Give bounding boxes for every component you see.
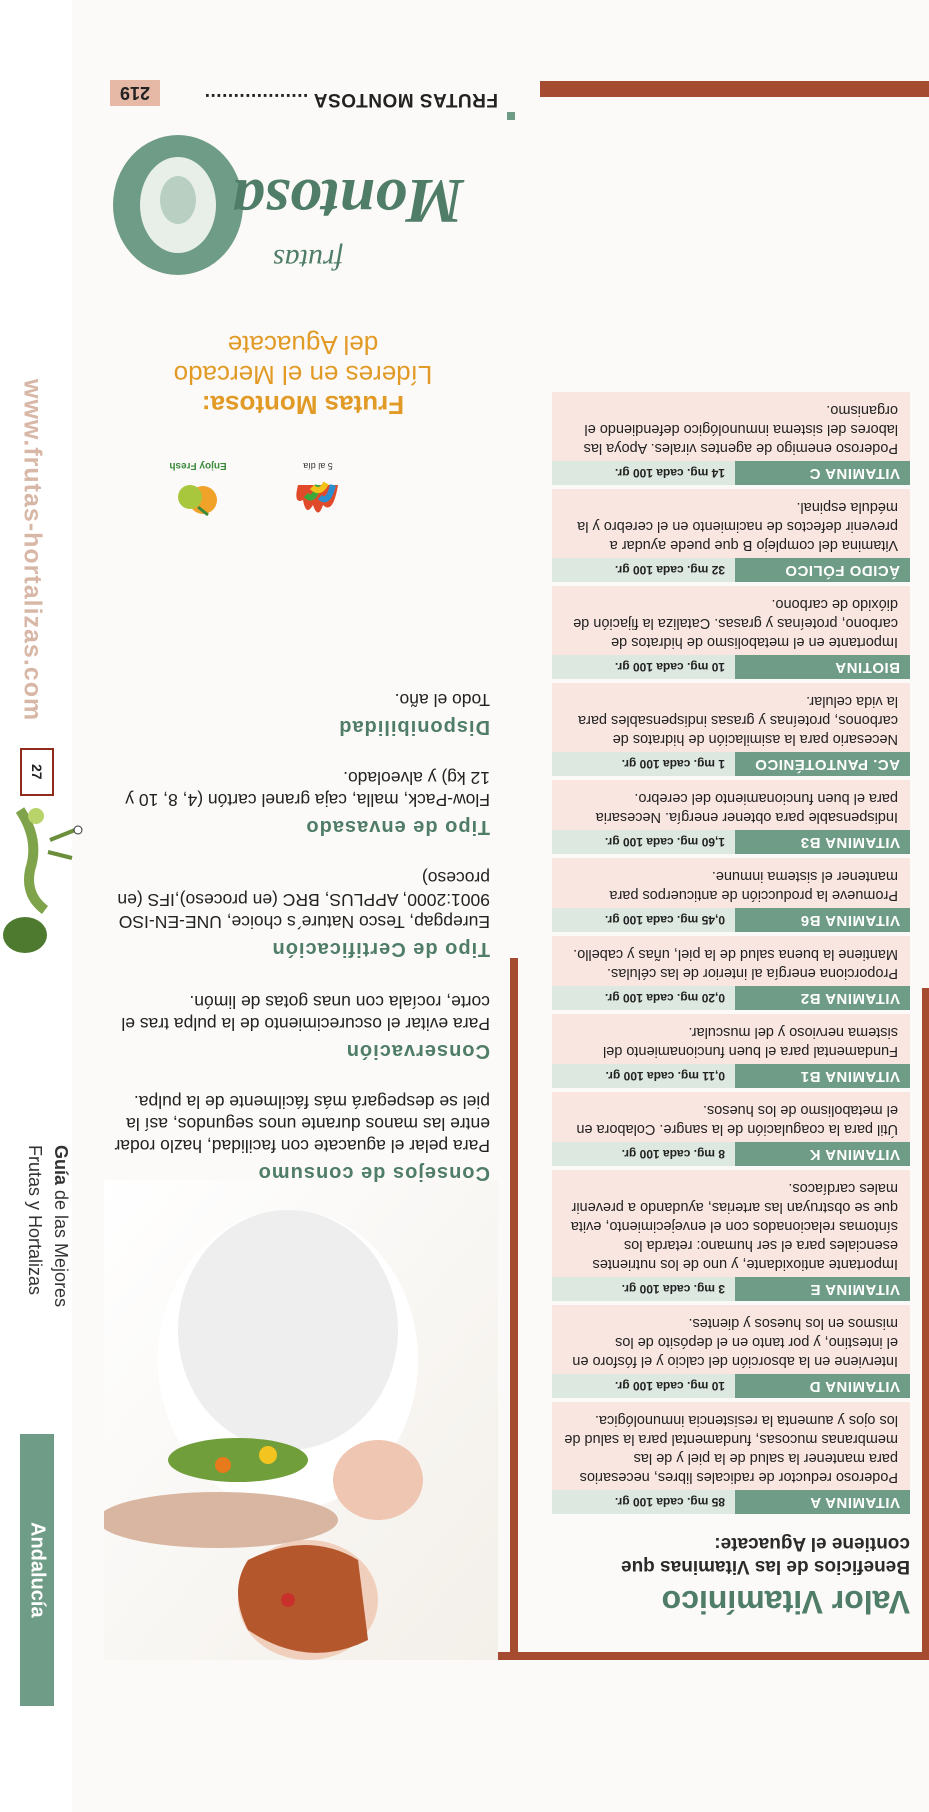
five-a-day-logo: [288, 455, 348, 525]
section-heading: Tipo de envasado: [305, 816, 490, 838]
vitamin-name: VITAMINA D: [735, 1374, 910, 1398]
vitamin-name: VITAMINA C: [735, 461, 910, 485]
header-dots: ..................: [204, 89, 309, 110]
vitamin-description: Importante antioxidante, y uno de los nutrientes esenciales para el ser humano: retarda los síntomas relacionados con el envejecimiento, evita que se obstruyan las arterias, ayudando a prevenir males cardíacos.: [552, 1170, 910, 1277]
brand-big: Montosa: [232, 166, 464, 237]
section-text: Flow-Pack, malla, caja granel cartón (4, 8, 10 y 12 kg) y alveolado.: [125, 768, 490, 810]
vitamin-amount: 0,20 mg. cada 100 gr.: [552, 986, 735, 1010]
vitamin-item: [552, 1402, 910, 1514]
vitamin-amount: 1,60 mg. cada 100 gr.: [552, 830, 735, 854]
section-heading: Tipo de Certificación: [271, 938, 490, 960]
vitamin-item: [552, 1305, 910, 1398]
vitamin-bar: [552, 1142, 910, 1166]
running-header: [204, 80, 498, 110]
vitamin-amount: 3 mg. cada 100 gr.: [552, 1277, 735, 1301]
vitamin-amount: 1 mg. cada 100 gr.: [552, 752, 735, 776]
vitamin-description: Promueve la producción de anticuerpos para mantener el sistema inmune.: [552, 858, 910, 908]
vitamin-item: [552, 586, 910, 679]
spine-page-box: [20, 748, 54, 796]
vitamin-bar: [552, 1374, 910, 1398]
section-heading: Disponibilidad: [338, 716, 490, 738]
vitamin-bar: [552, 1490, 910, 1514]
vitamin-description: Importante en el metabolismo de hidratos de carbono, proteínas y grasas. Cataliza la fijación de dióxido de carbono.: [552, 586, 910, 655]
vitamin-amount: 0,11 mg. cada 100 gr.: [552, 1064, 735, 1088]
section-text: Para pelar el aguacate con facilidad, hazlo rodar entre las manos durante unos segundos, así la piel se despegará más fácilmente de la pulpa.: [114, 1092, 490, 1156]
vitamin-name: ÁCIDO FÓLICO: [735, 558, 910, 582]
vitamin-name: BIOTINA: [735, 655, 910, 679]
vitamin-description: Necesario para la asimilación de hidratos de carbonos, proteínas y grasas indispensables para la vida celular.: [552, 683, 910, 752]
info-column: [104, 120, 498, 1660]
vitamin-item: [552, 780, 910, 854]
header-bar: [540, 81, 929, 97]
vitamin-item: [552, 392, 910, 485]
vitamin-amount: 8 mg. cada 100 gr.: [552, 1142, 735, 1166]
vitamin-bar: [552, 908, 910, 932]
vitamin-amount: 0,45 mg. cada 100 gr.: [552, 908, 735, 932]
vitamin-bar: [552, 461, 910, 485]
section-disponibilidad: [110, 689, 490, 738]
woman-with-salad-photo: [104, 1180, 498, 1660]
enjoy-fresh-label: Enjoy Fresh: [169, 460, 227, 471]
vitamin-bar: [552, 986, 910, 1010]
section-certificacion: [110, 867, 490, 960]
enjoy-fresh-logo: [168, 445, 228, 525]
vitamin-amount: 14 mg. cada 100 gr.: [552, 461, 735, 485]
header-title: FRUTAS MONTOSA: [314, 89, 498, 110]
vitamin-amount: 85 mg. cada 100 gr.: [552, 1490, 735, 1514]
vitamin-item: [552, 489, 910, 582]
guide-title: [18, 1145, 74, 1425]
vitamin-bar: [552, 830, 910, 854]
vitamin-amount: 10 mg. cada 100 gr.: [552, 1374, 735, 1398]
region-label: Andalucía: [26, 1522, 49, 1618]
five-a-day-label: 5 al día: [303, 461, 333, 471]
vitamin-bar: [552, 1064, 910, 1088]
vitamin-name: AC. PANTOTÉNICO: [735, 752, 910, 776]
promo-line3: del Aguacate: [227, 330, 379, 360]
vitamin-item: [552, 683, 910, 776]
vitamin-column: [552, 122, 910, 1620]
section-text: Para evitar el oscurecimiento de la pulpa tras el corte, rocíala con unas gotas de limón.: [121, 992, 490, 1034]
vitamin-description: Fundamental para el buen funcionamiento del sistema nervioso y del muscular.: [552, 1014, 910, 1064]
promo-block: [138, 330, 468, 420]
vitamin-name: VITAMINA B1: [735, 1064, 910, 1088]
brand-small: frutas: [272, 243, 344, 276]
section-heading: Conservación: [345, 1040, 490, 1062]
vitamin-list: [552, 388, 910, 1514]
vitamin-title: Valor Vitamínico: [661, 1584, 910, 1620]
frutas-montosa-logo: [108, 130, 478, 300]
vitamin-name: VITAMINA B6: [735, 908, 910, 932]
promo-line1: Frutas Montosa:: [201, 390, 405, 420]
vitamin-item: [552, 1014, 910, 1088]
vitamin-description: Útil para la coagulación de la sangre. Colabora en el metabolismo de los huesos.: [552, 1092, 910, 1142]
spine: [0, 0, 72, 1812]
guide-title-rest: de las Mejores: [51, 1185, 71, 1308]
section-text: Todo el año.: [394, 690, 490, 710]
page-number: 27: [29, 764, 45, 780]
guide-title-bold: Guía: [51, 1145, 71, 1186]
vitamin-item: [552, 1092, 910, 1166]
vitamin-bar: [552, 752, 910, 776]
vitamin-name: VITAMINA B3: [735, 830, 910, 854]
vitamin-bar: [552, 1277, 910, 1301]
vitamin-description: Vitamina del complejo B que puede ayudar a prevenir defectos de nacimiento en el cerebro y la médula espinal.: [552, 489, 910, 558]
left-rule: [922, 988, 929, 1652]
vitamin-description: Indispensable para obtener energía. Necesaria para el buen funcionamiento del cerebro.: [552, 780, 910, 830]
section-conservacion: [110, 991, 490, 1062]
guide-title-line2: Frutas y Hortalizas: [25, 1145, 45, 1296]
vitamin-name: VITAMINA E: [735, 1277, 910, 1301]
vitamin-name: VITAMINA A: [735, 1490, 910, 1514]
header-square: [507, 112, 515, 120]
region-tab: [20, 1434, 54, 1706]
vitamin-description: Poderoso enemigo de agentes virales. Apoya las labores del sistema inmunológico defendiendo el organismo.: [552, 392, 910, 461]
vitamin-item: [552, 1170, 910, 1301]
vitamin-bar: [552, 558, 910, 582]
vitamin-description: Proporciona energía al interior de las células. Mantiene la buena salud de la piel, uñas y cabello.: [552, 936, 910, 986]
vitamin-bar: [552, 655, 910, 679]
section-consejos: [110, 1091, 490, 1184]
column-rule: [510, 958, 518, 1652]
vitamin-amount: 10 mg. cada 100 gr.: [552, 655, 735, 679]
vitamin-name: VITAMINA K: [735, 1142, 910, 1166]
vitamin-amount: 32 mg. cada 100 gr.: [552, 558, 735, 582]
vitamin-item: [552, 936, 910, 1010]
vitamin-description: Interviene en la absorción del calcio y el fósforo en el intestino, y por tanto en el depósito de los mismos en los huesos y dientes.: [552, 1305, 910, 1374]
header-page-number: 219: [110, 80, 160, 106]
section-envasado: [110, 767, 490, 838]
vitamin-item: [552, 858, 910, 932]
section-text: Eurepgap, Tesco Nature´s choice, UNE-EN-ISO 9001:2000, APPLUS, BRC (en proceso),IFS (en proceso): [117, 868, 490, 932]
vegetable-mascot-icon: [0, 800, 90, 960]
content-page-rotated: [104, 72, 929, 1660]
vitamin-name: VITAMINA B2: [735, 986, 910, 1010]
vitamin-description: Poderoso reductor de radicales libres, necesarios para mantener la salud de la piel y de las membranas mucosas, fundamental para la salud de los ojos y aumenta la resistencia inmunológica.: [552, 1402, 910, 1490]
section-heading: Consejos de consumo: [257, 1162, 490, 1184]
promo-line2: Líderes en el Mercado: [173, 360, 433, 390]
website-url: www.frutas-hortalizas.com: [18, 378, 47, 722]
vitamin-subtitle: Beneficios de las Vitaminas que contiene el Aguacate:: [621, 1533, 910, 1577]
